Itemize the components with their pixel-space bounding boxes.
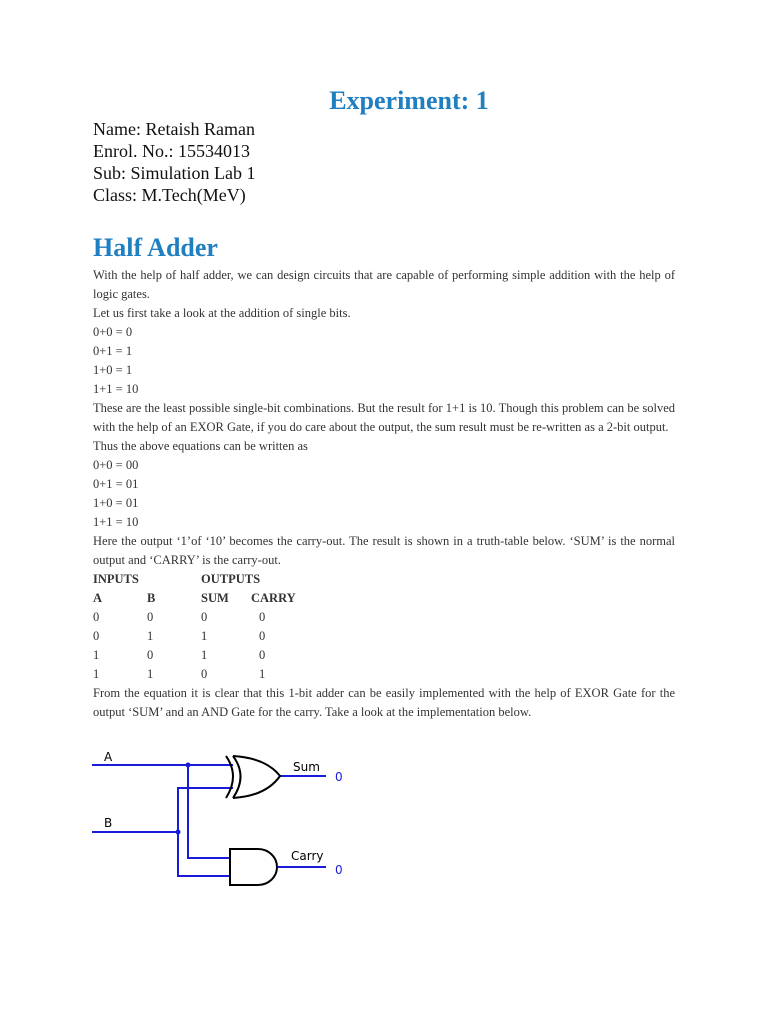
enrol-line: Enrol. No.: 15534013 <box>93 141 250 161</box>
section-title: Half Adder <box>93 233 218 262</box>
table-row <box>93 627 331 646</box>
half-adder-circuit <box>90 748 360 898</box>
input-b-label: B <box>104 816 113 830</box>
carry-label: Carry <box>291 849 324 863</box>
equation-line: 1+1 = 10 <box>93 382 139 396</box>
column-header-a: A <box>93 591 103 605</box>
intro-paragraph: With the help of half adder, we can design circuits that are capable of performing simple addition with the help of logic gates. <box>93 268 675 301</box>
equation-line: 0+0 = 0 <box>93 325 133 339</box>
table-cell: 0 <box>201 610 208 624</box>
thus-paragraph: Thus the above equations can be written as <box>93 439 308 453</box>
table-cell: 0 <box>259 629 266 643</box>
table-cell: 0 <box>93 629 100 643</box>
table-cell: 1 <box>201 648 208 662</box>
inputs-header: INPUTS <box>93 572 139 586</box>
wire-b-to-xor <box>178 788 233 832</box>
subject-line: Sub: Simulation Lab 1 <box>93 163 256 183</box>
table-row <box>93 665 331 684</box>
column-header-b: B <box>147 591 156 605</box>
column-header-sum: SUM <box>201 591 229 605</box>
equation-line: 0+1 = 01 <box>93 477 139 491</box>
junction-dot <box>186 763 191 768</box>
xor-gate-icon <box>226 756 280 798</box>
equation-line: 1+0 = 01 <box>93 496 139 510</box>
equation-line: 0+1 = 1 <box>93 344 133 358</box>
least-paragraph: These are the least possible single-bit combinations. But the result for 1+1 is 10. Though this problem can be solved with the help of an EXOR Gate, if you do care about the output, the sum result must be re-written as a 2-bit output. <box>93 401 675 434</box>
and-gate-icon <box>230 849 277 885</box>
equation-line: 1+1 = 10 <box>93 515 139 529</box>
student-info <box>93 118 256 206</box>
truth-table <box>93 570 331 684</box>
sum-value: 0 <box>335 770 343 784</box>
table-cell: 1 <box>147 629 154 643</box>
equation-line: 0+0 = 00 <box>93 458 139 472</box>
table-cell: 1 <box>93 648 100 662</box>
class-line: Class: M.Tech(MeV) <box>93 185 246 205</box>
wire-b-to-and <box>178 832 230 876</box>
equation-line: 1+0 = 1 <box>93 363 133 377</box>
first-look-paragraph: Let us first take a look at the addition of single bits. <box>93 306 351 320</box>
document-body <box>93 266 675 722</box>
wire-a-to-and <box>188 765 230 858</box>
table-cell: 1 <box>93 667 100 681</box>
table-cell: 1 <box>147 667 154 681</box>
table-row <box>93 608 331 627</box>
implementation-paragraph: From the equation it is clear that this 1-bit adder can be easily implemented with the help of EXOR Gate for the output ‘SUM’ and an AND Gate for the carry. Take a look at the implementation below. <box>93 686 675 719</box>
table-row <box>93 646 331 665</box>
table-cell: 1 <box>259 667 266 681</box>
table-cell: 0 <box>93 610 100 624</box>
junction-dot <box>176 830 181 835</box>
table-cell: 0 <box>147 648 154 662</box>
carry-value: 0 <box>335 863 343 877</box>
carry-paragraph: Here the output ‘1’of ‘10’ becomes the carry-out. The result is shown in a truth-table below. ‘SUM’ is the normal output and ‘CARRY’ is the carry-out. <box>93 534 675 567</box>
page-title: Experiment: 1 <box>329 86 489 115</box>
table-cell: 0 <box>259 648 266 662</box>
table-cell: 1 <box>201 629 208 643</box>
outputs-header: OUTPUTS <box>201 572 261 586</box>
name-line: Name: Retaish Raman <box>93 119 255 139</box>
table-cell: 0 <box>259 610 266 624</box>
table-cell: 0 <box>201 667 208 681</box>
sum-label: Sum <box>293 760 320 774</box>
column-header-carry: CARRY <box>251 591 296 605</box>
input-a-label: A <box>104 750 113 764</box>
table-cell: 0 <box>147 610 154 624</box>
